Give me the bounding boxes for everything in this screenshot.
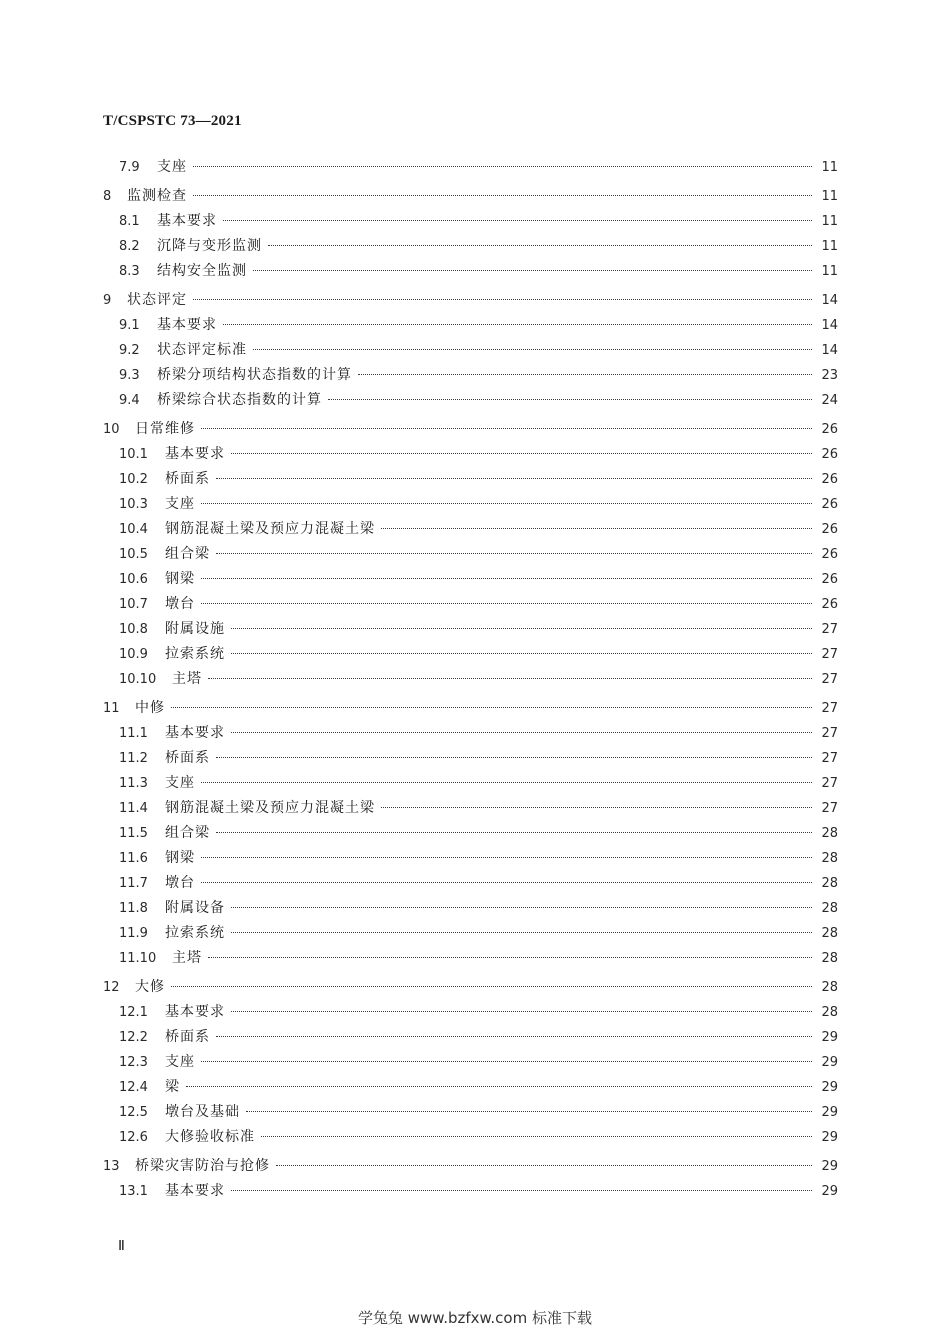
toc-section-entry[interactable] (103, 1001, 838, 1026)
toc-entry-page: 26 (821, 472, 838, 487)
toc-entry-number: 11.7 (119, 876, 148, 891)
toc-entry-page: 29 (821, 1105, 838, 1120)
toc-leader-dots (381, 528, 812, 529)
toc-section-entry[interactable] (103, 797, 838, 822)
toc-section-entry[interactable] (103, 468, 838, 493)
toc-section-entry[interactable] (103, 1180, 838, 1205)
toc-section-entry[interactable] (103, 235, 838, 260)
toc-entry-number: 11.5 (119, 826, 148, 841)
toc-entry-page: 28 (821, 926, 838, 941)
toc-entry-title: 日常维修 (135, 421, 195, 437)
toc-entry-number: 8.3 (119, 264, 140, 279)
toc-leader-dots (186, 1086, 812, 1087)
toc-section-entry[interactable] (103, 443, 838, 468)
toc-leader-dots (208, 957, 812, 958)
toc-section-entry[interactable] (103, 822, 838, 847)
toc-section-entry[interactable] (103, 897, 838, 922)
toc-leader-dots (208, 678, 812, 679)
toc-entry-title: 支座 (165, 775, 195, 791)
toc-section-entry[interactable] (103, 389, 838, 414)
toc-section-entry[interactable] (103, 339, 838, 364)
toc-leader-dots (231, 1011, 812, 1012)
toc-entry-number: 10.7 (119, 597, 148, 612)
toc-entry-number: 11 (103, 701, 120, 716)
toc-entry-number: 12.4 (119, 1080, 148, 1095)
toc-leader-dots (231, 732, 812, 733)
toc-entry-number: 11.9 (119, 926, 148, 941)
toc-entry-page: 27 (821, 622, 838, 637)
toc-entry-number: 13.1 (119, 1184, 148, 1199)
toc-entry-title: 钢梁 (165, 850, 195, 866)
toc-entry-number: 10.5 (119, 547, 148, 562)
toc-section-entry[interactable] (103, 1051, 838, 1076)
toc-entry-page: 26 (821, 572, 838, 587)
toc-entry-page: 14 (821, 343, 838, 358)
toc-section-entry[interactable] (103, 872, 838, 897)
toc-entry-page: 28 (821, 980, 838, 995)
toc-leader-dots (253, 349, 812, 350)
toc-entry-number: 9.3 (119, 368, 140, 383)
toc-entry-page: 27 (821, 776, 838, 791)
toc-entry-number: 9.4 (119, 393, 140, 408)
toc-entry-title: 附属设施 (165, 621, 225, 637)
toc-leader-dots (253, 270, 812, 271)
toc-entry-title: 桥面系 (165, 1029, 210, 1045)
footer-watermark: 学兔兔 www.bzfxw.com 标准下载 (358, 1309, 592, 1327)
toc-entry-page: 29 (821, 1080, 838, 1095)
toc-entry-title: 基本要求 (157, 213, 217, 229)
toc-entry-number: 10 (103, 422, 120, 437)
toc-section-entry[interactable] (103, 618, 838, 643)
toc-section-entry[interactable] (103, 947, 838, 972)
toc-section-entry[interactable] (103, 847, 838, 872)
toc-entry-page: 29 (821, 1055, 838, 1070)
toc-entry-number: 10.2 (119, 472, 148, 487)
toc-section-entry[interactable] (103, 643, 838, 668)
toc-entry-title: 梁 (165, 1079, 180, 1095)
toc-chapter-entry[interactable] (103, 1155, 838, 1180)
toc-entry-number: 11.6 (119, 851, 148, 866)
toc-entry-number: 12.6 (119, 1130, 148, 1145)
toc-entry-title: 沉降与变形监测 (157, 238, 262, 254)
toc-entry-number: 10.8 (119, 622, 148, 637)
toc-leader-dots (246, 1111, 812, 1112)
toc-entry-number: 8.1 (119, 214, 140, 229)
toc-entry-title: 监测检查 (127, 188, 187, 204)
toc-entry-page: 28 (821, 826, 838, 841)
toc-entry-title: 桥梁灾害防治与抢修 (135, 1158, 270, 1174)
toc-leader-dots (216, 757, 812, 758)
toc-entry-title: 附属设备 (165, 900, 225, 916)
toc-entry-title: 组合梁 (165, 546, 210, 562)
toc-entry-title: 主塔 (172, 671, 202, 687)
page-number: Ⅱ (118, 1239, 125, 1254)
toc-entry-page: 27 (821, 672, 838, 687)
toc-entry-page: 23 (821, 368, 838, 383)
toc-section-entry[interactable] (103, 722, 838, 747)
toc-entry-page: 27 (821, 801, 838, 816)
toc-entry-number: 11.4 (119, 801, 148, 816)
toc-entry-number: 12.5 (119, 1105, 148, 1120)
toc-entry-title: 支座 (165, 1054, 195, 1070)
toc-entry-title: 基本要求 (165, 1183, 225, 1199)
toc-entry-page: 26 (821, 597, 838, 612)
toc-entry-number: 13 (103, 1159, 120, 1174)
toc-entry-number: 11.2 (119, 751, 148, 766)
toc-leader-dots (268, 245, 812, 246)
toc-section-entry[interactable] (103, 568, 838, 593)
toc-section-entry[interactable] (103, 1101, 838, 1126)
toc-entry-title: 钢梁 (165, 571, 195, 587)
toc-leader-dots (201, 503, 812, 504)
toc-entry-title: 基本要求 (157, 317, 217, 333)
toc-leader-dots (231, 932, 812, 933)
toc-entry-page: 28 (821, 901, 838, 916)
toc-entry-title: 拉索系统 (165, 925, 225, 941)
toc-section-entry[interactable] (103, 747, 838, 772)
toc-entry-title: 墩台 (165, 875, 195, 891)
toc-entry-number: 9 (103, 293, 112, 308)
toc-leader-dots (231, 628, 812, 629)
toc-entry-number: 8.2 (119, 239, 140, 254)
toc-leader-dots (193, 166, 812, 167)
toc-leader-dots (216, 553, 812, 554)
toc-entry-number: 11.8 (119, 901, 148, 916)
toc-chapter-entry[interactable] (103, 185, 838, 210)
toc-section-entry[interactable] (103, 922, 838, 947)
toc-entry-page: 28 (821, 876, 838, 891)
toc-entry-number: 10.10 (119, 672, 157, 687)
toc-chapter-entry[interactable] (103, 697, 838, 722)
toc-entry-page: 29 (821, 1030, 838, 1045)
toc-entry-title: 钢筋混凝土梁及预应力混凝土梁 (165, 521, 375, 537)
toc-entry-page: 26 (821, 547, 838, 562)
toc-leader-dots (201, 782, 812, 783)
toc-entry-page: 11 (821, 239, 838, 254)
toc-entry-title: 拉索系统 (165, 646, 225, 662)
toc-section-entry[interactable] (103, 260, 838, 285)
toc-entry-number: 10.1 (119, 447, 148, 462)
toc-entry-title: 支座 (157, 159, 187, 175)
toc-entry-number: 10.9 (119, 647, 148, 662)
toc-leader-dots (276, 1165, 812, 1166)
toc-entry-page: 11 (821, 214, 838, 229)
toc-entry-title: 大修验收标准 (165, 1129, 255, 1145)
toc-entry-page: 14 (821, 318, 838, 333)
toc-leader-dots (216, 832, 812, 833)
toc-leader-dots (231, 653, 812, 654)
toc-leader-dots (193, 299, 812, 300)
toc-section-entry[interactable] (103, 772, 838, 797)
toc-leader-dots (201, 882, 812, 883)
toc-leader-dots (328, 399, 812, 400)
toc-entry-title: 主塔 (172, 950, 202, 966)
toc-entry-title: 基本要求 (165, 1004, 225, 1020)
toc-section-entry[interactable] (103, 1076, 838, 1101)
toc-entry-title: 基本要求 (165, 446, 225, 462)
document-code: T/CSPSTC 73—2021 (103, 113, 242, 129)
toc-entry-number: 12.2 (119, 1030, 148, 1045)
toc-entry-page: 26 (821, 447, 838, 462)
toc-leader-dots (201, 428, 812, 429)
toc-entry-page: 14 (821, 293, 838, 308)
toc-entry-page: 11 (821, 189, 838, 204)
toc-entry-page: 27 (821, 647, 838, 662)
toc-leader-dots (231, 907, 812, 908)
toc-leader-dots (201, 1061, 812, 1062)
table-of-contents (103, 156, 838, 1205)
toc-entry-page: 27 (821, 701, 838, 716)
toc-chapter-entry[interactable] (103, 976, 838, 1001)
toc-section-entry[interactable] (103, 156, 838, 181)
toc-entry-page: 26 (821, 522, 838, 537)
toc-entry-title: 桥面系 (165, 750, 210, 766)
toc-leader-dots (201, 578, 812, 579)
toc-entry-title: 墩台 (165, 596, 195, 612)
toc-entry-page: 29 (821, 1130, 838, 1145)
toc-leader-dots (381, 807, 812, 808)
toc-entry-title: 中修 (135, 700, 165, 716)
toc-entry-number: 9.1 (119, 318, 140, 333)
toc-entry-title: 墩台及基础 (165, 1104, 240, 1120)
toc-entry-title: 大修 (135, 979, 165, 995)
toc-entry-number: 9.2 (119, 343, 140, 358)
toc-section-entry[interactable] (103, 518, 838, 543)
toc-entry-title: 桥梁综合状态指数的计算 (157, 392, 322, 408)
toc-entry-page: 28 (821, 851, 838, 866)
toc-entry-page: 28 (821, 1005, 838, 1020)
toc-section-entry[interactable] (103, 364, 838, 389)
toc-leader-dots (223, 324, 812, 325)
toc-entry-page: 27 (821, 751, 838, 766)
toc-entry-title: 结构安全监测 (157, 263, 247, 279)
toc-chapter-entry[interactable] (103, 289, 838, 314)
toc-leader-dots (216, 478, 812, 479)
toc-entry-number: 11.1 (119, 726, 148, 741)
toc-entry-number: 10.3 (119, 497, 148, 512)
toc-entry-title: 桥面系 (165, 471, 210, 487)
toc-entry-page: 28 (821, 951, 838, 966)
toc-entry-page: 29 (821, 1184, 838, 1199)
toc-leader-dots (201, 857, 812, 858)
toc-entry-page: 11 (821, 160, 838, 175)
toc-entry-number: 12 (103, 980, 120, 995)
toc-entry-title: 基本要求 (165, 725, 225, 741)
toc-entry-title: 状态评定标准 (157, 342, 247, 358)
toc-leader-dots (216, 1036, 812, 1037)
toc-entry-number: 10.4 (119, 522, 148, 537)
toc-entry-page: 11 (821, 264, 838, 279)
toc-entry-number: 10.6 (119, 572, 148, 587)
toc-entry-number: 7.9 (119, 160, 140, 175)
toc-section-entry[interactable] (103, 668, 838, 693)
toc-leader-dots (261, 1136, 812, 1137)
toc-entry-title: 支座 (165, 496, 195, 512)
toc-section-entry[interactable] (103, 210, 838, 235)
toc-section-entry[interactable] (103, 1026, 838, 1051)
toc-entry-number: 11.3 (119, 776, 148, 791)
toc-leader-dots (171, 707, 812, 708)
toc-section-entry[interactable] (103, 543, 838, 568)
toc-entry-title: 钢筋混凝土梁及预应力混凝土梁 (165, 800, 375, 816)
toc-entry-number: 12.1 (119, 1005, 148, 1020)
toc-leader-dots (171, 986, 812, 987)
toc-entry-page: 24 (821, 393, 838, 408)
toc-entry-page: 27 (821, 726, 838, 741)
toc-leader-dots (231, 1190, 812, 1191)
toc-section-entry[interactable] (103, 593, 838, 618)
toc-entry-page: 26 (821, 497, 838, 512)
toc-entry-number: 8 (103, 189, 112, 204)
toc-section-entry[interactable] (103, 493, 838, 518)
toc-entry-number: 12.3 (119, 1055, 148, 1070)
toc-entry-title: 桥梁分项结构状态指数的计算 (157, 367, 352, 383)
toc-entry-page: 29 (821, 1159, 838, 1174)
toc-leader-dots (358, 374, 812, 375)
toc-leader-dots (231, 453, 812, 454)
toc-chapter-entry[interactable] (103, 418, 838, 443)
toc-entry-title: 组合梁 (165, 825, 210, 841)
toc-entry-title: 状态评定 (127, 292, 187, 308)
toc-leader-dots (193, 195, 812, 196)
toc-section-entry[interactable] (103, 1126, 838, 1151)
toc-section-entry[interactable] (103, 314, 838, 339)
toc-leader-dots (201, 603, 812, 604)
toc-leader-dots (223, 220, 812, 221)
toc-entry-number: 11.10 (119, 951, 157, 966)
toc-entry-page: 26 (821, 422, 838, 437)
